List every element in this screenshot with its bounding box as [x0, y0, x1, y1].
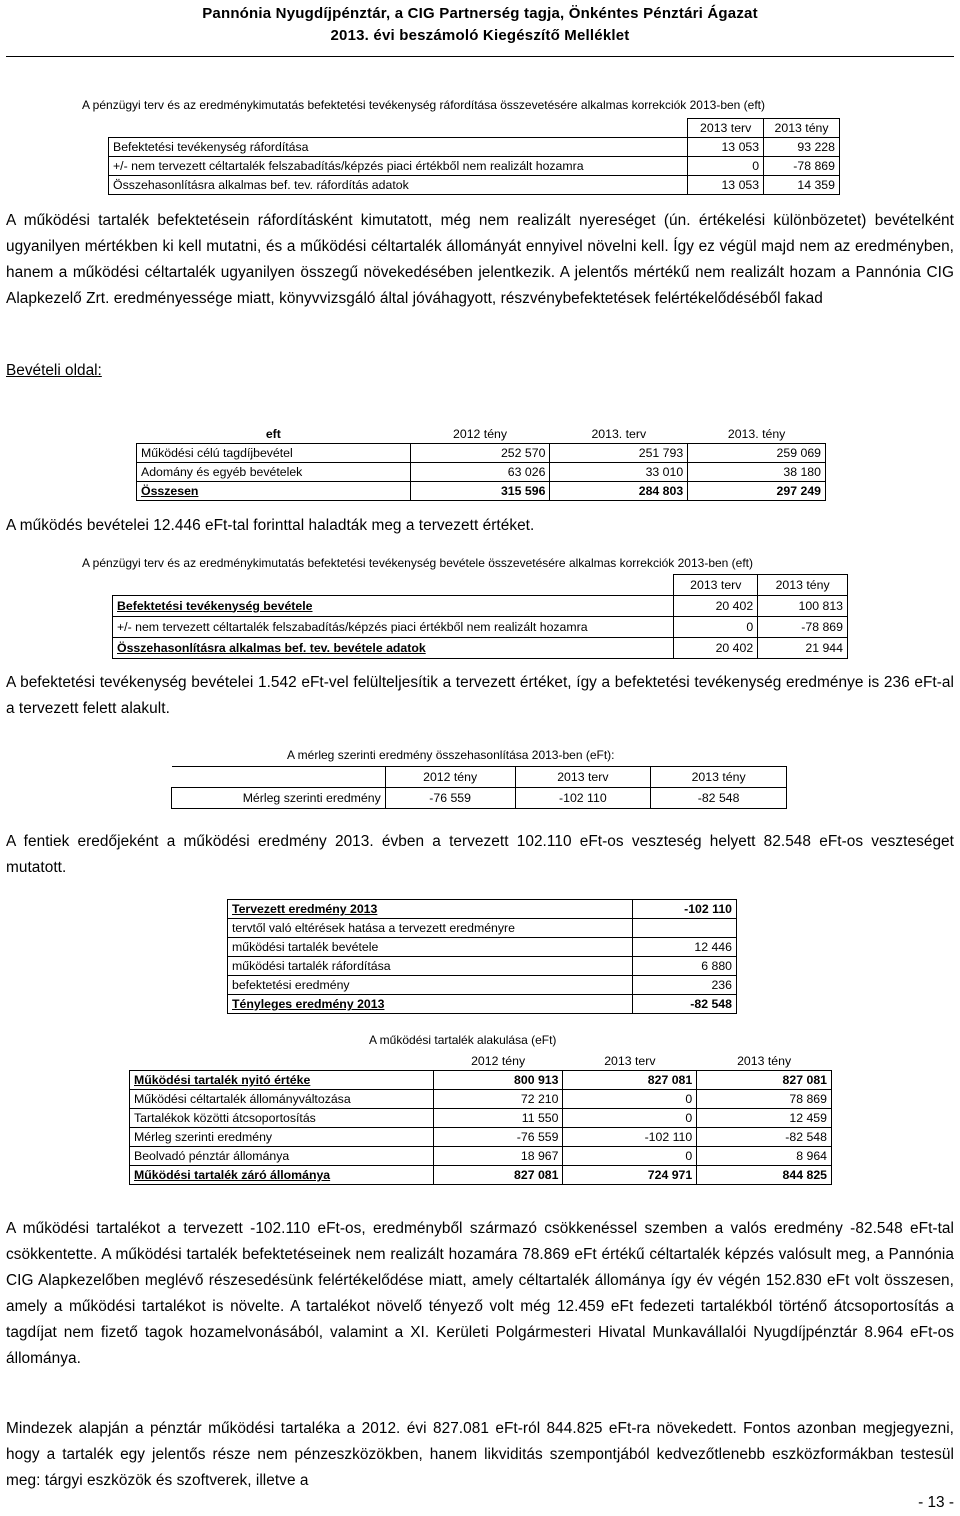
table6-head-teny: 2013 tény — [697, 1052, 832, 1071]
table4-balance — [171, 766, 787, 809]
table-row — [130, 1071, 832, 1090]
table1-head-terv: 2013 terv — [688, 119, 764, 138]
table5-label: működési tartalék bevétele — [228, 938, 633, 957]
table5-label: Tényleges eredmény 2013 — [228, 995, 633, 1014]
table4-label: Mérleg szerinti eredmény — [172, 788, 386, 809]
table-row — [228, 995, 737, 1014]
table-row — [130, 1166, 832, 1185]
table-row — [109, 138, 840, 157]
table3-terv: 20 402 — [674, 595, 758, 616]
table1-teny: -78 869 — [764, 157, 840, 176]
table2-head-terv: 2013. terv — [550, 425, 688, 444]
paragraph-reserve-change: A működési tartalékot a tervezett -102.110 eFt-os, eredményből származó csökkenéssel szemben a valós eredmény -82.548 eFt-tal csökkentette. A működési tartalék befektetéseinek nem realizált hozamára 78.869 eFt értékű céltartalék képzés valósult meg, a Pannónia CIG Alapkezelőben meglévő részesedésünk felértékelődése miatt, amely céltartalék állománya így év végén 152.830 eFt volt összesen, amely a működési tartalékot is növelte. A tartalékot növelő tényező volt még 12.459 eFt fedezeti tartalékból történő átcsoportosítás a tagdíjat nem fizető tagok hozamelvonásából, valamint a XI. Kerületi Polgármesteri Hivatal Munkavállalói Nyugdíjpénztár 8.964 eFt-os állománya. — [6, 1220, 954, 1367]
table4-head-2012: 2012 tény — [385, 767, 515, 788]
table1-terv: 13 053 — [688, 176, 764, 195]
table2-label: Működési célú tagdíjbevétel — [137, 444, 411, 463]
header-line-2: 2013. évi beszámoló Kiegészítő Melléklet — [330, 27, 630, 44]
table-row — [137, 463, 826, 482]
table6-head-2012: 2012 tény — [433, 1052, 563, 1071]
table1-label: Összehasonlításra alkalmas bef. tev. ráfordítás adatok — [109, 176, 688, 195]
table6-value: 72 210 — [433, 1090, 563, 1109]
table6-head-terv: 2013 terv — [563, 1052, 697, 1071]
table2-label: Adomány és egyéb bevételek — [137, 463, 411, 482]
table6-header-row — [130, 1052, 832, 1071]
table6-value: 12 459 — [697, 1109, 832, 1128]
table5-value: 12 446 — [633, 938, 737, 957]
table2-value: 259 069 — [688, 444, 826, 463]
paragraph-revenue-result: A működés bevételei 12.446 eFt-tal forinttal haladták meg a tervezett értéket. — [6, 517, 535, 534]
table-row — [109, 176, 840, 195]
table2-head-teny: 2013. tény — [688, 425, 826, 444]
table3-label: Összehasonlításra alkalmas bef. tev. bevétele adatok — [113, 637, 674, 658]
table1 — [108, 118, 840, 195]
table6-value: 800 913 — [433, 1071, 563, 1090]
table6-value: 827 081 — [433, 1166, 563, 1185]
table5-value — [633, 919, 737, 938]
table6-reserve — [129, 1052, 832, 1185]
table6-value: 11 550 — [433, 1109, 563, 1128]
table6-label: Működési tartalék nyitó értéke — [130, 1071, 434, 1090]
table1-teny: 93 228 — [764, 138, 840, 157]
table4-value: -82 548 — [651, 788, 787, 809]
table5-label: tervtől való eltérések hatása a tervezett eredményre — [228, 919, 633, 938]
table6-value: 78 869 — [697, 1090, 832, 1109]
table6-label: Beolvadó pénztár állománya — [130, 1147, 434, 1166]
header-rule — [6, 56, 954, 57]
table6-value: 0 — [563, 1147, 697, 1166]
table3-header-row — [113, 575, 848, 596]
table4-head-teny: 2013 tény — [651, 767, 787, 788]
table4-value: -102 110 — [515, 788, 651, 809]
table-row — [228, 976, 737, 995]
table3-head-teny: 2013 tény — [758, 575, 848, 596]
table-row — [228, 900, 737, 919]
table6-value: -76 559 — [433, 1128, 563, 1147]
table-row — [137, 444, 826, 463]
table2-value: 284 803 — [550, 482, 688, 501]
table6-value: 18 967 — [433, 1147, 563, 1166]
table5-label: működési tartalék ráfordítása — [228, 957, 633, 976]
table6-caption: A működési tartalék alakulása (eFt) — [369, 1033, 557, 1047]
table2-head-unit: eft — [137, 425, 411, 444]
table-row — [228, 919, 737, 938]
table-row — [228, 957, 737, 976]
table3-label: Befektetési tevékenység bevétele — [113, 595, 674, 616]
table6-value: -102 110 — [563, 1128, 697, 1147]
table5-value: 6 880 — [633, 957, 737, 976]
table1-terv: 0 — [688, 157, 764, 176]
table3 — [112, 574, 848, 659]
table2-value: 63 026 — [410, 463, 550, 482]
table-row — [109, 157, 840, 176]
table2-label: Összesen — [137, 482, 411, 501]
table3-teny: -78 869 — [758, 616, 848, 637]
table-row — [137, 482, 826, 501]
table3-terv: 0 — [674, 616, 758, 637]
table6-value: 0 — [563, 1090, 697, 1109]
table-row — [113, 616, 848, 637]
table1-header-row — [109, 119, 840, 138]
table2-value: 315 596 — [410, 482, 550, 501]
table5-label: Tervezett eredmény 2013 — [228, 900, 633, 919]
table2-value: 38 180 — [688, 463, 826, 482]
table3-caption: A pénzügyi terv és az eredménykimutatás befektetési tevékenység bevétele összevetésére alkalmas korrekciók 2013-ben (eft) — [82, 556, 754, 570]
paragraph-operating-result: A fentiek eredőjeként a működési eredmény 2013. évben a tervezett 102.110 eFt-os veszteség helyett 82.548 eFt-os veszteséget mutatott. — [6, 833, 954, 876]
table4-caption: A mérleg szerinti eredmény összehasonlítása 2013-ben (eFt): — [287, 748, 615, 762]
table3-head-terv: 2013 terv — [674, 575, 758, 596]
table4-header-row — [172, 767, 787, 788]
table6-value: 724 971 — [563, 1166, 697, 1185]
paragraph-investment-revenue: A befektetési tevékenység bevételei 1.542 eFt-vel felülteljesítik a tervezett értéket, így a befektetési tevékenység eredménye is 236 eFt-al a tervezett felett alakult. — [6, 674, 954, 717]
table3-terv: 20 402 — [674, 637, 758, 658]
table5-label: befektetési eredmény — [228, 976, 633, 995]
table-row — [113, 595, 848, 616]
table5-value: 236 — [633, 976, 737, 995]
table6-label: Tartalékok közötti átcsoportosítás — [130, 1109, 434, 1128]
table2-head-2012: 2012 tény — [410, 425, 550, 444]
table-row — [228, 938, 737, 957]
table2-value: 297 249 — [688, 482, 826, 501]
table6-value: 827 081 — [563, 1071, 697, 1090]
table-row — [130, 1090, 832, 1109]
table2-revenue — [136, 425, 826, 501]
table2-header-row — [137, 425, 826, 444]
table-row — [113, 637, 848, 658]
page-number: - 13 - — [918, 1494, 954, 1511]
table6-label: Működési tartalék záró állománya — [130, 1166, 434, 1185]
table6-value: 0 — [563, 1109, 697, 1128]
table2-value: 251 793 — [550, 444, 688, 463]
table-row — [130, 1147, 832, 1166]
table-row — [172, 788, 787, 809]
table6-value: -82 548 — [697, 1128, 832, 1147]
table4-head-terv: 2013 terv — [515, 767, 651, 788]
table1-head-teny: 2013 tény — [764, 119, 840, 138]
table3-label: +/- nem tervezett céltartalék felszabadítás/képzés piaci értékből nem realizált hozamra — [113, 616, 674, 637]
table2-value: 252 570 — [410, 444, 550, 463]
table6-value: 844 825 — [697, 1166, 832, 1185]
table-row — [130, 1109, 832, 1128]
paragraph-summary: Mindezek alapján a pénztár működési tartaléka a 2012. évi 827.081 eFt-ról 844.825 eFt-ra növekedett. Fontos azonban megjegyezni, hogy a tartalék egy jelentős része nem pénzeszközökben, hanem likviditás szempontjából kedvezőtlenebb eszközformákban testesül meg: tárgyi eszközök és szoftverek, illetve a — [6, 1420, 954, 1489]
table-row — [130, 1128, 832, 1147]
table1-label: Befektetési tevékenység ráfordítása — [109, 138, 688, 157]
table4-value: -76 559 — [385, 788, 515, 809]
table3-teny: 100 813 — [758, 595, 848, 616]
table6-label: Működési céltartalék állományváltozása — [130, 1090, 434, 1109]
table6-value: 827 081 — [697, 1071, 832, 1090]
paragraph-unrealized-gain: A működési tartalék befektetésein ráfordításként kimutatott, még nem realizált nyereséget (ún. értékelési különbözetet) bevételként ugyanilyen mértékben ki kell mutatni, és a működési céltartalék állományát ennyivel növelni kell. Így ez végül majd nem az eredményben, hanem a működési céltartalék ugyanilyen összegű növekedésében jelentkezik. A jelentős mértékű nem realizált hozam a Pannónia CIG Alapkezelő Zrt. eredményessége miatt, könyvvizsgáló által jóváhagyott, részvénybefektetések felértékelődéséből fakad — [6, 212, 954, 307]
table6-value: 8 964 — [697, 1147, 832, 1166]
table2-value: 33 010 — [550, 463, 688, 482]
table3-teny: 21 944 — [758, 637, 848, 658]
header-line-1: Pannónia Nyugdíjpénztár, a CIG Partnerség tagja, Önkéntes Pénztári Ágazat — [202, 5, 758, 22]
table6-label: Mérleg szerinti eredmény — [130, 1128, 434, 1147]
table1-label: +/- nem tervezett céltartalék felszabadítás/képzés piaci értékből nem realizált hozamra — [109, 157, 688, 176]
table5-value: -82 548 — [633, 995, 737, 1014]
table1-terv: 13 053 — [688, 138, 764, 157]
table1-teny: 14 359 — [764, 176, 840, 195]
table1-caption: A pénzügyi terv és az eredménykimutatás befektetési tevékenység ráfordítása összevetésére alkalmas korrekciók 2013-ben (eft) — [82, 98, 766, 112]
table5-value: -102 110 — [633, 900, 737, 919]
section-heading-revenue: Bevételi oldal: — [6, 362, 102, 379]
table5-result-bridge — [227, 899, 737, 1014]
